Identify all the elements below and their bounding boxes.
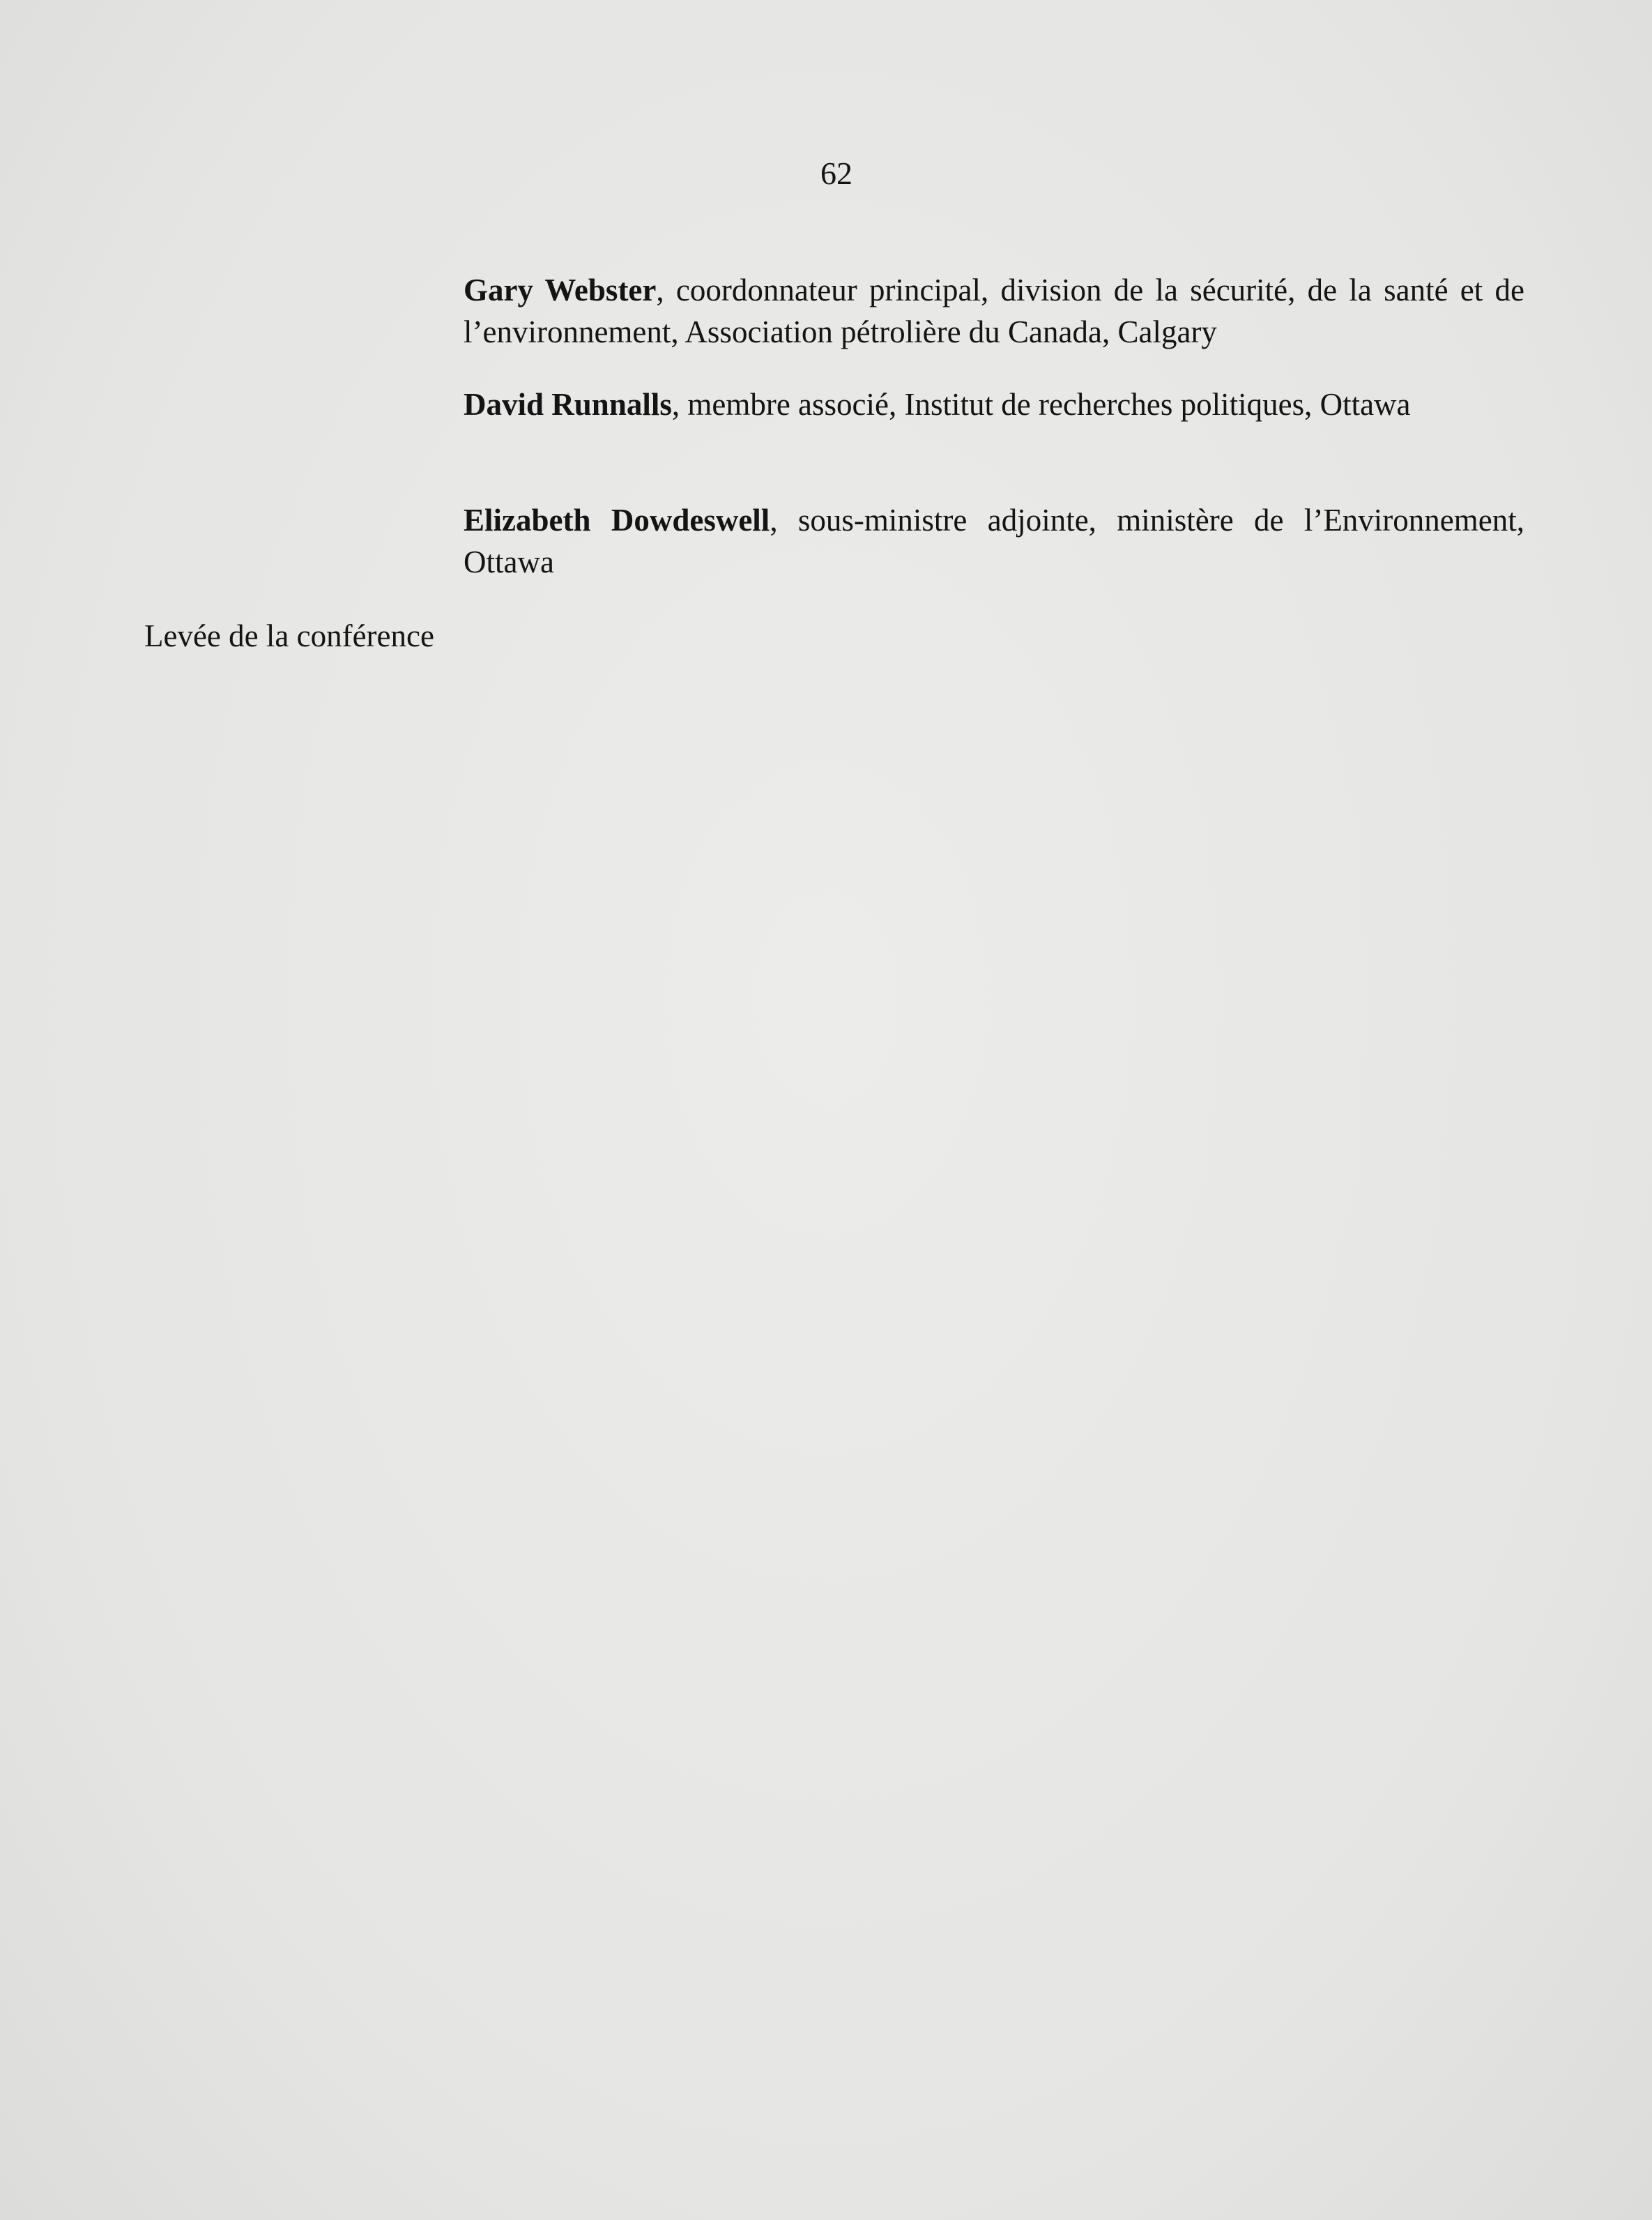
participant-entry [464, 269, 1524, 353]
closing-line: Levée de la conférence [144, 618, 434, 653]
page-number: 62 [820, 155, 852, 191]
participant-description: , coordonnateur principal, division de la sécurité, de la santé et de l’environnement, Association pétrolière du Canada, Calgary [464, 273, 1524, 349]
participant-entry [464, 499, 1524, 583]
participant-name: David Runnalls [464, 387, 672, 422]
participant-entry [464, 383, 1524, 425]
participant-description: , membre associé, Institut de recherches politiques, Ottawa [671, 387, 1411, 422]
participant-name: Elizabeth Dowdeswell [464, 503, 770, 538]
participant-description: , sous-ministre adjointe, ministère de l’Environnement, Ottawa [464, 503, 1524, 579]
participant-name: Gary Webster [464, 273, 657, 307]
